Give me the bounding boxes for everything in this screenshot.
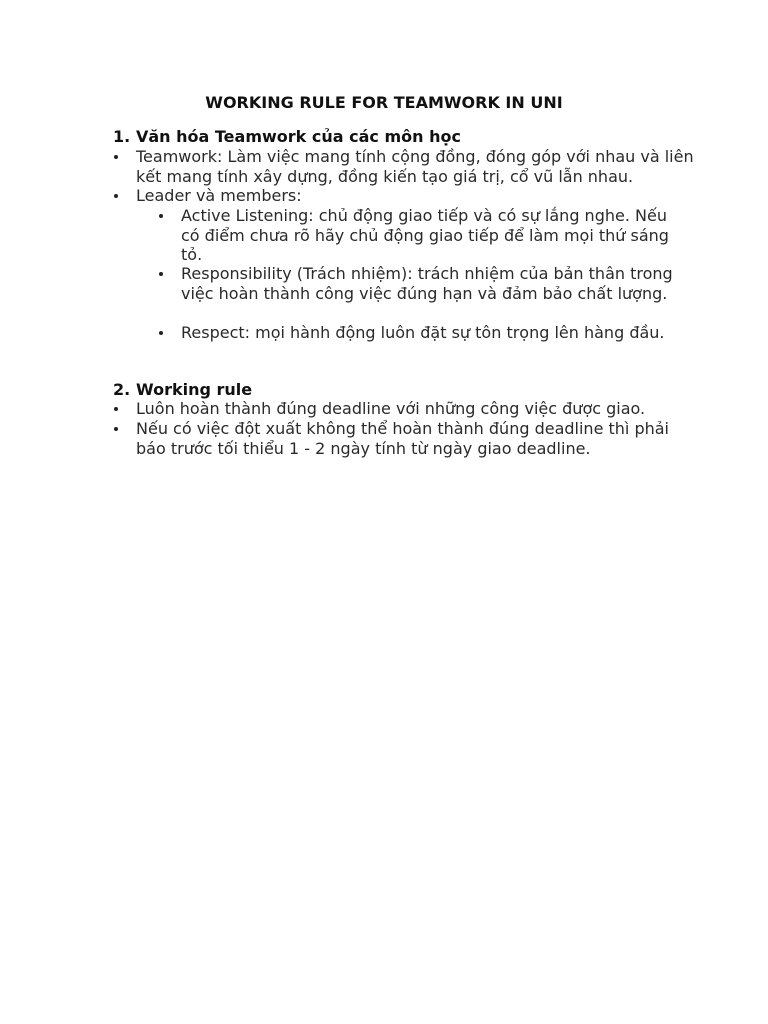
bullet-icon	[114, 407, 118, 411]
sub-list-item: Active Listening: chủ động giao tiếp và có sự lắng nghe. Nếu có điểm chưa rõ hãy chủ động giao tiếp để làm mọi thứ sáng tỏ.	[181, 206, 681, 265]
bullet-icon	[114, 427, 118, 431]
bullet-icon	[159, 331, 163, 335]
sub-list-item: Responsibility (Trách nhiệm): trách nhiệm của bản thân trong việc hoàn thành công việc đúng hạn và đảm bảo chất lượng.	[181, 264, 681, 303]
bullet-icon	[114, 155, 118, 159]
list-item: Leader và members:	[136, 186, 696, 206]
list-item: Nếu có việc đột xuất không thể hoàn thành đúng deadline thì phải báo trước tối thiểu 1 - 2 ngày tính từ ngày giao deadline.	[136, 419, 696, 458]
document-title: WORKING RULE FOR TEAMWORK IN UNI	[205, 93, 563, 112]
section-1-title: Văn hóa Teamwork của các môn học	[136, 127, 461, 146]
sub-list-item: Respect: mọi hành động luôn đặt sự tôn trọng lên hàng đầu.	[181, 323, 681, 343]
section-2-heading	[113, 380, 252, 400]
section-2-number: 2.	[113, 380, 131, 399]
bullet-icon	[114, 194, 118, 198]
list-item: Teamwork: Làm việc mang tính cộng đồng, đóng góp với nhau và liên kết mang tính xây dựng, đồng kiến tạo giá trị, cổ vũ lẫn nhau.	[136, 147, 696, 186]
section-1-number: 1.	[113, 127, 131, 146]
list-item: Luôn hoàn thành đúng deadline với những công việc được giao.	[136, 399, 696, 419]
section-1-heading	[113, 127, 461, 147]
section-2-title: Working rule	[136, 380, 253, 399]
bullet-icon	[159, 272, 163, 276]
bullet-icon	[159, 214, 163, 218]
